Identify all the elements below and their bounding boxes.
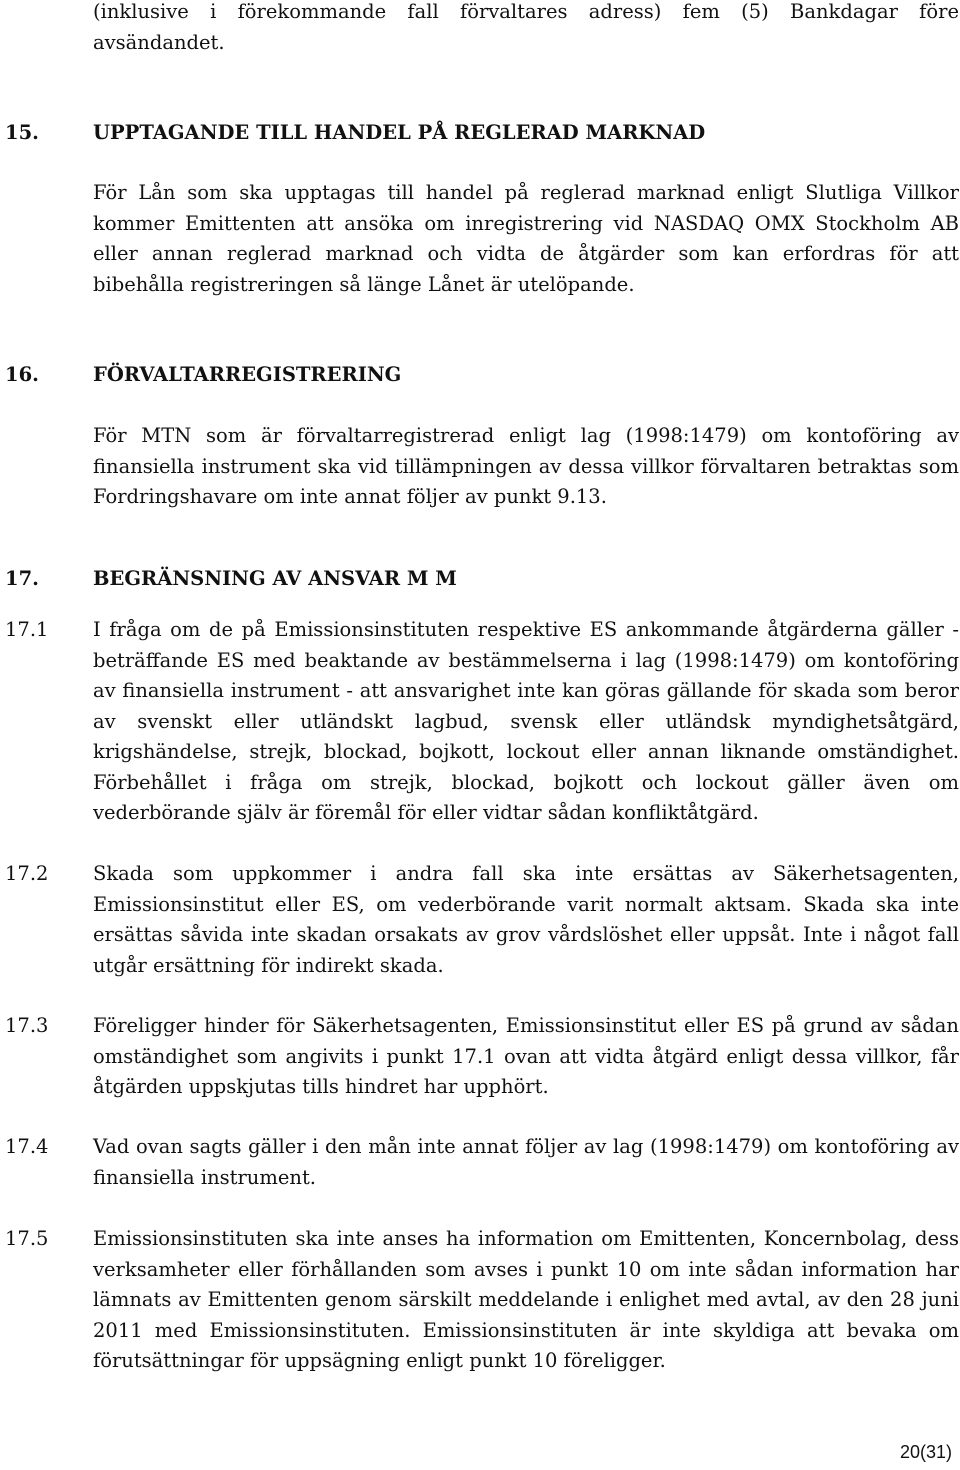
clause-17-1-text: I fråga om de på Emissionsinstituten respektive ES ankommande åtgärderna gäller - beträffande ES med beaktande av bestämmelserna i lag (1998:1479) om kontoföring av finansiella instrument - att ansvarighet inte kan göras gällande för skada som beror av svenskt eller utländskt lagbud, svensk eller utländsk myndighetsåtgärd, krigshändelse, strejk, blockad, bojkott, lockout eller annan liknande omständighet. Förbehållet i fråga om strejk, blockad, bojkott och lockout gäller även om vederbörande själv är föremål för eller vidtar sådan konfliktåtgärd. <box>93 618 959 824</box>
section-17-title: BEGRÄNSNING AV ANSVAR M M <box>93 567 457 590</box>
section-15-title: UPPTAGANDE TILL HANDEL PÅ REGLERAD MARKNAD <box>93 121 706 144</box>
clause-17-3-number: 17.3 <box>5 1014 49 1037</box>
clause-17-3-text: Föreligger hinder för Säkerhetsagenten, Emissionsinstitut eller ES på grund av sådan omständighet som angivits i punkt 17.1 ovan att vidta åtgärd enligt dessa villkor, får åtgärden uppskjutas tills hindret har upphört. <box>93 1014 959 1098</box>
clause-17-5-number: 17.5 <box>5 1227 49 1250</box>
clause-17-5-text: Emissionsinstituten ska inte anses ha information om Emittenten, Koncernbolag, dess verksamheter eller förhållanden som avses i punkt 10 om inte sådan information har lämnats av Emittenten genom särskilt meddelande i enlighet med avtal, av den 28 juni 2011 med Emissionsinstituten. Emissionsinstituten är inte skyldiga att bevaka om förutsättningar för uppsägning enligt punkt 10 föreligger. <box>93 1227 959 1372</box>
page-number: 20(31) <box>899 1442 952 1462</box>
section-15-body: För Lån som ska upptagas till handel på reglerad marknad enligt Slutliga Villkor kommer Emittenten att ansöka om inregistrering vid NASDAQ OMX Stockholm AB eller annan reglerad marknad och vidta de åtgärder som kan erfordras för att bibehålla registreringen så länge Lånet är utelöpande. <box>93 181 959 296</box>
section-16-title: FÖRVALTARREGISTRERING <box>93 363 402 386</box>
section-16-number: 16. <box>5 363 39 386</box>
section-15-number: 15. <box>5 121 39 144</box>
clause-17-1-number: 17.1 <box>5 618 49 641</box>
section-17-number: 17. <box>5 567 39 590</box>
intro-paragraph: (inklusive i förekommande fall förvaltares adress) fem (5) Bankdagar före avsändandet. <box>93 0 959 54</box>
section-16-body: För MTN som är förvaltarregistrerad enligt lag (1998:1479) om kontoföring av finansiella instrument ska vid tillämpningen av dessa villkor förvaltaren betraktas som Fordringshavare om inte annat följer av punkt 9.13. <box>93 424 959 508</box>
clause-17-4-number: 17.4 <box>5 1135 49 1158</box>
clause-17-4-text: Vad ovan sagts gäller i den mån inte annat följer av lag (1998:1479) om kontoföring av finansiella instrument. <box>93 1135 959 1189</box>
clause-17-2-number: 17.2 <box>5 862 49 885</box>
clause-17-2-text: Skada som uppkommer i andra fall ska inte ersättas av Säkerhetsagenten, Emissionsinstitut eller ES, om vederbörande varit normalt aktsam. Skada ska inte ersättas såvida inte skadan orsakats av grov vårdslöshet eller uppsåt. Inte i något fall utgår ersättning för indirekt skada. <box>93 862 959 977</box>
